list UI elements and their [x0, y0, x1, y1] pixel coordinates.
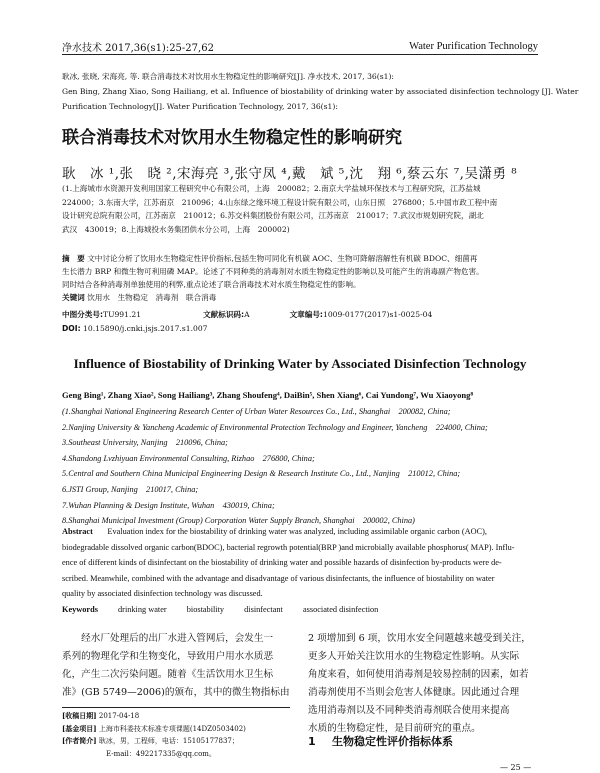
- authors-en: Geng Bing¹, Zhang Xiao², Song Hailiang³, Zhang Shoufeng⁴, DaiBin⁵, Shen Xiang⁶, Cai Yundong⁷, Wu Xiaoyong⁸: [62, 390, 474, 400]
- paper-title-cn: 联合消毒技术对饮用水生物稳定性的影响研究: [62, 128, 402, 148]
- author-bio: 耿冰，男，工程师，电话：15105177837；: [98, 737, 239, 745]
- abstract-en-line: biodegradable dissolved organic carbon(BDOC), bacterial regrowth potential(BRP )and microbially available phosphorus( MAP). Influ-: [62, 542, 515, 552]
- abstract-en-line: quality by associated disinfection technology was discussed.: [62, 589, 263, 598]
- keyword-en: associated disinfection: [302, 604, 379, 614]
- affiliation-en-line: 5.Central and Southern China Municipal Engineering Design & Research Institute Co., Ltd., Nanjing 210012, China;: [62, 469, 461, 479]
- doi-label: DOI:: [62, 324, 81, 333]
- abstract-cn-line: 文中讨论分析了饮用水生物稳定性评价指标,包括生物可同化有机碳 AOC、生物可降解溶解性有机碳 BDOC、细菌再: [87, 254, 478, 263]
- doi-row: [62, 324, 208, 333]
- body-line: 角度来看，如何使用消毒剂是较易控制的因素，如若: [308, 669, 529, 680]
- classification-row: [62, 309, 432, 320]
- affiliation-en-line: 8.Shanghai Municipal Investment (Group) Corporation Water Supply Branch, Shanghai 200002, China): [62, 516, 415, 526]
- body-line: 系列的物理化学和生物变化，导致用户用水水质恶: [62, 651, 274, 662]
- keywords-cn-label: 关键词: [62, 293, 85, 302]
- affiliation-en-line: 2.Nanjing University & Yancheng Academic of Environmental Protection Technology and Engineer, Yancheng 224000, China;: [62, 422, 488, 432]
- article-no-value: 1009-0177(2017)s1-0025-04: [322, 310, 433, 319]
- running-head-journal-en: Water Purification Technology: [409, 40, 538, 52]
- affiliation-en-line: 3.Southeast University, Nanjing 210096, China;: [62, 438, 228, 448]
- paper-title-en: Influence of Biostability of Drinking Water by Associated Disinfection Technology: [73, 356, 527, 371]
- affiliations-cn: [62, 182, 538, 236]
- section-number: 1: [308, 735, 316, 748]
- affiliation-en-line: 4.Shandong Lvzhiyuan Environmental Consulting, Rizhao 276800, China;: [62, 453, 315, 463]
- keyword-en: drinking water: [118, 604, 167, 614]
- keyword-en: disinfectant: [244, 604, 283, 614]
- authors-cn: 耿 冰 ¹,张 晓 ²,宋海亮 ³,张守凤 ⁴,戴 斌 ⁵,沈 翔 ⁶,蔡云东 ⁷,吴潇勇 ⁸: [62, 166, 518, 182]
- author-email: E-mail：492217335@qq.com。: [106, 749, 216, 758]
- author-bio-label: [作者简介]: [62, 736, 97, 745]
- affiliation-en-line: (1.Shanghai National Engineering Research Center of Urban Water Resources Co., Ltd., Shanghai 200082, China;: [62, 407, 451, 416]
- body-line: 准》(GB 5749—2006)的颁布，其中的微生物指标由: [62, 687, 290, 698]
- clc-value: TU991.21: [103, 310, 142, 319]
- abstract-cn-label: 摘 要: [62, 254, 85, 263]
- abstract-en: [62, 524, 538, 617]
- body-line: 消毒剂使用不当则会危害人体健康。因此通过合理: [308, 687, 520, 698]
- body-column-right: [308, 630, 540, 738]
- body-line: 经水厂处理后的出厂水进入管网后，会发生一: [62, 633, 274, 644]
- affiliation-line: 224000；3.东南大学，江苏南京 210096；4.山东绿之缘环境工程设计院有限公司，山东日照 276800；5.中国市政工程中南: [62, 197, 498, 207]
- affiliation-en-line: 6.JSTI Group, Nanjing 210017, China;: [62, 484, 199, 494]
- citation-line: 耿冰, 张晓, 宋海亮, 等. 联合消毒技术对饮用水生物稳定性的影响研究[J]. 净水技术, 2017, 36(s1):: [62, 72, 394, 81]
- clc-label: 中图分类号:: [62, 310, 104, 319]
- doc-code-value: A: [244, 310, 250, 319]
- abstract-cn: [62, 252, 538, 304]
- affiliations-en: [62, 404, 538, 529]
- citation-line: Gen Bing, Zhang Xiao, Song Hailiang, et al. Influence of biostability of drinking water by associated disinfection technology [J]. Water: [62, 87, 579, 96]
- running-head: [62, 38, 538, 55]
- affiliation-line: 武汉 430019；8.上海城投水务集团供水分公司，上海 200002): [62, 224, 290, 234]
- body-column-left: [62, 630, 290, 702]
- body-line: 水质的生物稳定性，是目前研究的重点。: [308, 723, 481, 734]
- abstract-cn-line: 同时结合各种消毒剂单独使用的利弊,重点论述了联合消毒技术对水质生物稳定性的影响。: [62, 280, 361, 289]
- citation-line: Purification Technology[J]. Water Purification Technology, 2017, 36(s1):: [62, 102, 338, 111]
- received-label: [收稿日期]: [62, 711, 97, 720]
- doi-value: 10.15890/j.cnki.jsjs.2017.s1.007: [83, 324, 208, 333]
- page-number: — 25 —: [500, 763, 532, 772]
- citation-block: [62, 69, 579, 114]
- doc-code-label: 文献标识码:: [203, 310, 245, 319]
- abstract-en-line: ence of different kinds of disinfectant on the biostability of drinking water and possible hazards of disinfection by-products were de-: [62, 558, 502, 567]
- abstract-cn-line: 生长潜力 BRP 和微生物可利用磷 MAP。论述了不同种类的消毒剂对水质生物稳定性的影响以及可能产生的消毒副产物危害。: [62, 267, 484, 276]
- keywords-en-label: Keywords: [62, 604, 98, 614]
- abstract-en-label: Abstract: [62, 527, 93, 536]
- section-heading: [308, 733, 453, 749]
- affiliation-line: 设计研究总院有限公司，江苏南京 210012；6.苏交科集团股份有限公司，江苏南京 210017；7.武汉市规划研究院，湖北: [62, 211, 484, 220]
- section-title: 生物稳定性评价指标体系: [332, 735, 453, 748]
- running-head-journal: 净水技术 2017,36(s1):25-27,62: [62, 42, 214, 54]
- body-line: 化，产生二次污染问题。随着《生活饮用水卫生标: [62, 669, 274, 680]
- footnote-block: [62, 707, 290, 760]
- abstract-en-line: Evaluation index for the biostability of drinking water was analyzed, including assimilable organic carbon (AOC),: [107, 527, 487, 536]
- affiliation-line: (1.上海城市水资源开发利用国家工程研究中心有限公司，上海 200082；2.南京大学盐城环保技术与工程研究院，江苏盐城: [62, 184, 481, 193]
- affiliation-en-line: 7.Wuhan Planning & Design Institute, Wuhan 430019, China;: [62, 500, 275, 510]
- body-line: 更多人开始关注饮用水的生物稳定性影响。从实际: [308, 651, 520, 662]
- article-no-label: 文章编号:: [289, 310, 323, 319]
- keywords-cn: 饮用水 生物稳定 消毒剂 联合消毒: [87, 293, 217, 302]
- body-line: 2 项增加到 6 项，饮用水安全问题越来越受到关注，: [308, 633, 531, 644]
- received-date: 2017-04-18: [98, 712, 140, 720]
- abstract-en-line: scribed. Meanwhile, combined with the advantage and disadvantage of various disinfectants, the influence of biostability on water: [62, 573, 495, 583]
- fund-label: [基金项目]: [62, 723, 97, 733]
- keyword-en: biostability: [186, 604, 225, 614]
- body-line: 选用消毒剂以及不同种类消毒剂联合使用来提高: [308, 705, 510, 716]
- fund-text: 上海市科委技术标准专项课题(14DZ0503402): [98, 724, 246, 733]
